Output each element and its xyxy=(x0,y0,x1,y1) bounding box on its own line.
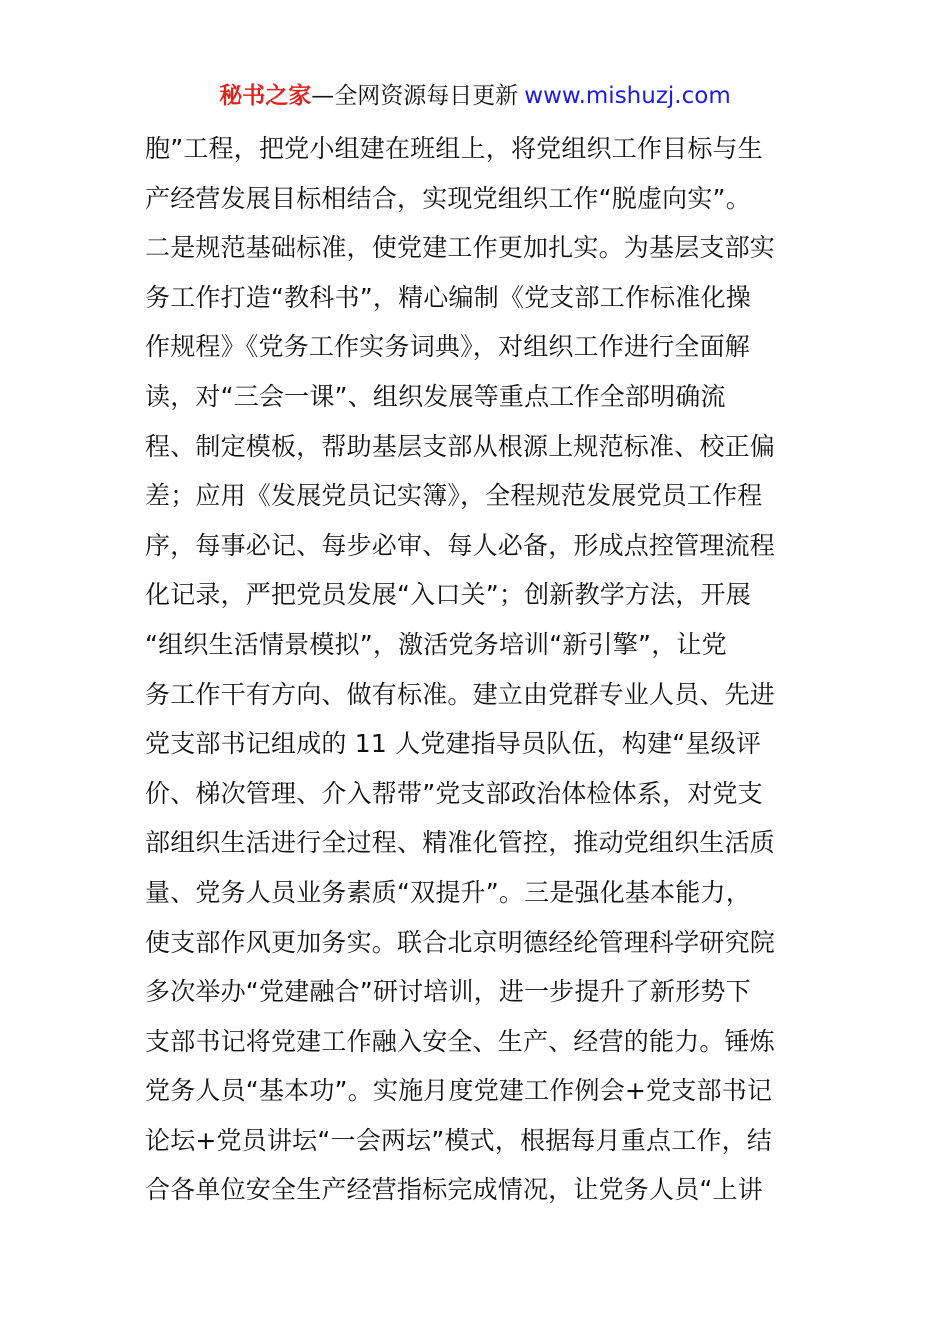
text-line: 支部书记将党建工作融入安全、生产、经营的能力。锤炼 xyxy=(145,1026,776,1056)
text-line: 多次举办“党建融合”研讨培训，进一步提升了新形势下 xyxy=(145,977,751,1007)
text-line: 二是规范基础标准，使党建工作更加扎实。为基层支部实 xyxy=(145,233,776,263)
text-line: 部组织生活进行全过程、精准化管控，推动党组织生活质 xyxy=(145,828,776,858)
text-line: 党务人员“基本功”。实施月度党建工作例会+党支部书记 xyxy=(145,1076,773,1106)
text-line: 产经营发展目标相结合，实现党组织工作“脱虚向实”。 xyxy=(145,183,751,213)
text-line: 胞”工程，把党小组建在班组上，将党组织工作目标与生 xyxy=(145,134,763,163)
text-line: 合各单位安全生产经营指标完成情况，让党务人员“上讲 xyxy=(145,1175,763,1205)
text-line: 差；应用《发展党员记实簿》，全程规范发展党员工作程 xyxy=(145,481,763,511)
text-line: 读，对“三会一课”、组织发展等重点工作全部明确流 xyxy=(145,381,726,411)
site-tagline: —全网资源每日更新 xyxy=(311,83,519,109)
document-body xyxy=(145,124,815,1215)
text-line: 序，每事必记、每步必审、每人必备，形成点控管理流程 xyxy=(145,530,776,560)
text-line: 论坛+党员讲坛“一会两坛”模式，根据每月重点工作，结 xyxy=(145,1125,773,1155)
text-line: 程、制定模板，帮助基层支部从根源上规范标准、校正偏 xyxy=(145,431,776,461)
text-line: “组织生活情景模拟”，激活党务培训“新引擎”，让党 xyxy=(145,629,727,659)
text-line: 化记录，严把党员发展“入口关”；创新教学方法，开展 xyxy=(145,580,751,610)
text-line: 务工作干有方向、做有标准。建立由党群专业人员、先进 xyxy=(145,679,776,709)
site-url-link[interactable]: www.mishuzj.com xyxy=(524,83,731,109)
text-line: 务工作打造“教科书”，精心编制《党支部工作标准化操 xyxy=(145,282,751,312)
site-brand: 秘书之家 xyxy=(219,83,312,109)
text-line: 作规程》《党务工作实务词典》，对组织工作进行全面解 xyxy=(145,332,751,362)
text-line: 价、梯次管理、介入帮带”党支部政治体检体系，对党支 xyxy=(145,778,763,808)
text-line: 量、党务人员业务素质“双提升”。三是强化基本能力， xyxy=(145,877,751,907)
site-header xyxy=(0,80,950,112)
text-line: 党支部书记组成的 11 人党建指导员队伍，构建“星级评 xyxy=(145,729,762,759)
text-line: 使支部作风更加务实。联合北京明德经纶管理科学研究院 xyxy=(145,927,776,957)
